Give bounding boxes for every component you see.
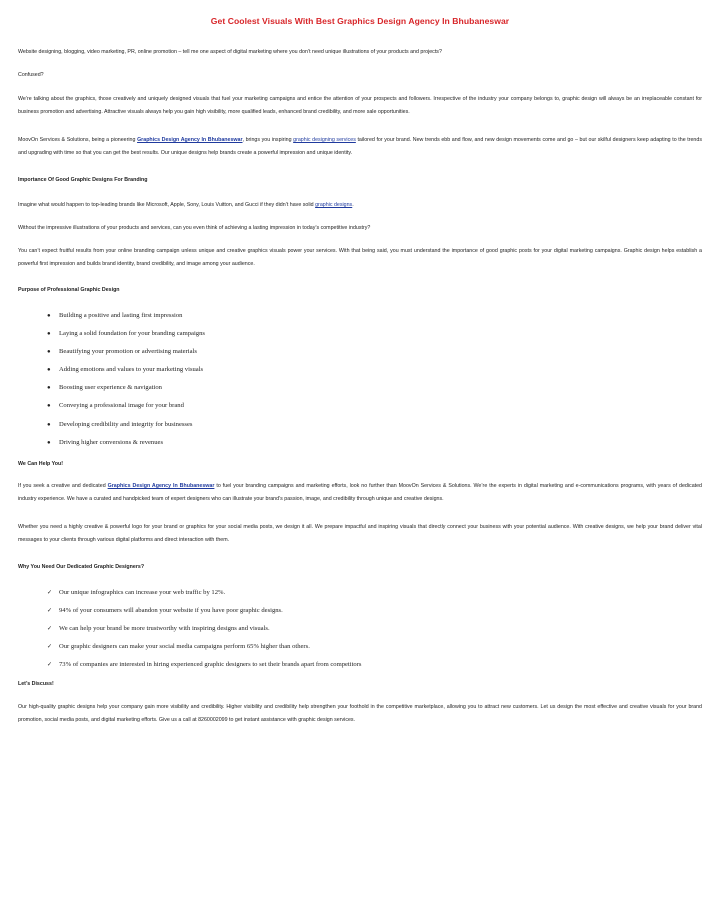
bullet-icon: ● xyxy=(47,349,51,356)
bullet-icon: ● xyxy=(47,385,51,392)
help-heading: We Can Help You! xyxy=(18,461,64,467)
checkmark-icon: ✓ xyxy=(47,662,53,669)
bullet-icon: ● xyxy=(47,403,51,410)
confused-line: Confused? xyxy=(18,72,44,78)
intro-paragraph: Website designing, blogging, video marketing, PR, online promotion – tell me one aspect of digital marketing where you don’t need unique illustrations of your products and projects? xyxy=(18,49,442,55)
discuss-heading: Let’s Discuss! xyxy=(18,681,54,687)
imagine-text-after: . xyxy=(352,202,354,208)
help-paragraph xyxy=(18,480,702,506)
moovon-text-after: tailored for your brand. New trends ebb and flow, and new design movements come and go – but our skilful designers keep adapting to the trends and upgrading with time so that you can get the best results. Our unique designs help brands create a powerful impression and unique identity. xyxy=(18,137,702,157)
fruitful-paragraph: You can’t expect fruitful results from your online branding campaign unless unique and creative graphics visuals power your services. With that being said, you must understand the importance of good graphic posts for your digital marketing campaigns. Graphic design helps establish a powerful first impression and builds brand identity, brand credibility, and image among your audience. xyxy=(18,248,702,268)
graphic-designing-services-link[interactable]: graphic designing services xyxy=(293,137,356,143)
bullet-icon: ● xyxy=(47,421,51,428)
checkmark-icon: ✓ xyxy=(47,626,53,633)
agency-link[interactable]: Graphics Design Agency In Bhubaneswar xyxy=(107,483,215,489)
agency-link[interactable]: Graphics Design Agency In Bhubaneswar xyxy=(137,137,243,143)
bullet-icon: ● xyxy=(47,331,51,338)
help-text-after: to fuel your branding campaigns and marketing efforts, look no further than MoovOn Services & Solutions. We’re the experts in digital marketing and e-communications programs, with years of dedicated industry experience. We have a curated and handpicked team of expert designers who can illustrate your brand’s passion, image, and credibility through unique and creative designs. xyxy=(18,483,703,503)
importance-heading: Importance Of Good Graphic Designs For Branding xyxy=(18,177,148,183)
moovon-text-middle: , brings you inspiring xyxy=(242,137,294,143)
discuss-paragraph: Our high-quality graphic designs help your company gain more visibility and credibility. Higher visibility and credibility help strengthen your foothold in the competitive marketplace, allowing you to attract new customers. Let us design the most effective and creative visuals for your brand promotion, social media posts, and digital marketing efforts. Give us a call at 8260002099 to get instant assistance with graphic design services. xyxy=(18,704,702,724)
bullet-icon: ● xyxy=(47,313,51,319)
bullet-icon: ● xyxy=(47,439,51,446)
graphics-paragraph: We’re talking about the graphics, those creatively and uniquely designed visuals that fuel your marketing campaigns and entice the attention of your prospects and followers. Irrespective of the industry your company belongs to, graphic design will always be an irreplaceable constant for business promotion and advertising. Attractive visuals always help you gain high visibility, more qualified leads, enhanced brand credibility, and more sale opportunities. xyxy=(18,96,702,116)
moovon-paragraph xyxy=(18,134,702,160)
without-paragraph: Without the impressive illustrations of your products and services, can you even think of achieving a lasting impression in today’s competitive industry? xyxy=(18,225,371,231)
checkmark-icon: ✓ xyxy=(47,644,53,651)
graphic-designs-link[interactable]: graphic designs xyxy=(315,202,353,208)
imagine-paragraph xyxy=(18,199,702,212)
bullet-icon: ● xyxy=(47,367,51,374)
checkmark-icon: ✓ xyxy=(47,590,53,596)
why-heading: Why You Need Our Dedicated Graphic Designers? xyxy=(18,564,145,570)
page-title: Get Coolest Visuals With Best Graphics Design Agency In Bhubaneswar xyxy=(210,16,510,26)
imagine-text-before: Imagine what would happen to top-leading brands like Microsoft, Apple, Sony, Louis Vuitton, and Gucci if they didn’t have solid xyxy=(18,202,316,208)
help-text-before: If you seek a creative and dedicated xyxy=(18,483,108,489)
purpose-heading: Purpose of Professional Graphic Design xyxy=(18,287,120,293)
moovon-text-before: MoovOn Services & Solutions, being a pioneering xyxy=(18,137,138,143)
whether-paragraph: Whether you need a highly creative & powerful logo for your brand or graphics for your social media posts, we design it all. We prepare impactful and inspiring visuals that directly connect your business with your potential audience. With creative designs, we help your brand deliver vital messages to your clients through various digital platforms and direct interaction with them. xyxy=(18,524,702,544)
checkmark-icon: ✓ xyxy=(47,608,53,615)
